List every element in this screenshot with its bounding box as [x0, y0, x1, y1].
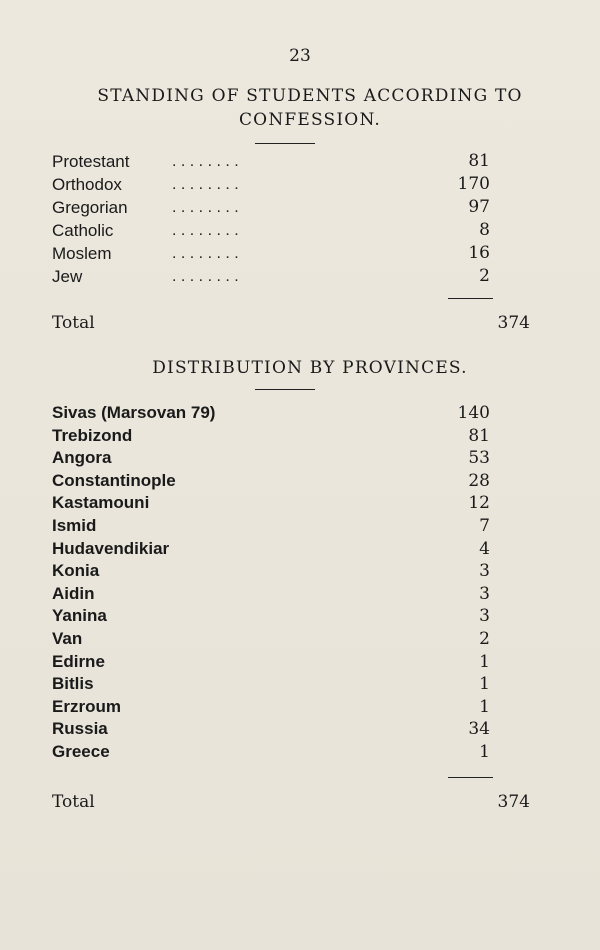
row-label: Hudavendikiar	[52, 538, 170, 558]
table-row	[52, 628, 552, 651]
total-label: Total	[52, 313, 95, 333]
table-row	[52, 560, 552, 583]
row-value: 81	[468, 425, 490, 446]
sum-rule	[448, 298, 493, 299]
row-value: 97	[468, 197, 490, 217]
row-label: Konia	[52, 561, 100, 581]
row-value: 34	[468, 719, 490, 740]
row-label: Catholic	[52, 221, 114, 240]
row-value: 81	[468, 151, 490, 171]
row-label: Van	[52, 628, 83, 648]
table-row	[52, 583, 552, 606]
row-value: 140	[457, 403, 490, 423]
table-row	[52, 219, 552, 242]
table-row	[52, 265, 552, 288]
row-value: 28	[468, 470, 490, 491]
table-row	[52, 470, 552, 493]
row-value: 8	[479, 220, 490, 240]
provinces-section-title: DISTRIBUTION BY PROVINCES.	[152, 358, 468, 378]
confession-table	[52, 150, 552, 288]
table-row	[52, 150, 552, 173]
provinces-total-row	[52, 790, 552, 814]
table-row	[52, 492, 552, 515]
row-value: 3	[479, 583, 490, 604]
row-label: Erzroum	[52, 696, 121, 716]
row-label: Yanina	[52, 606, 107, 626]
row-value: 1	[479, 651, 490, 672]
row-value: 3	[479, 561, 490, 582]
table-row	[52, 173, 552, 196]
table-row	[52, 447, 552, 470]
confession-total-row	[52, 311, 552, 335]
leader-dots: . . . . . . . .	[172, 268, 239, 285]
table-row	[52, 538, 552, 561]
table-row	[52, 242, 552, 265]
row-label: Aidin	[52, 583, 95, 603]
total-value: 374	[497, 313, 530, 333]
leader-dots: . . . . . . . .	[172, 176, 239, 193]
table-row	[52, 402, 552, 425]
row-value: 1	[479, 696, 490, 717]
row-label: Greece	[52, 741, 110, 761]
row-label: Angora	[52, 448, 112, 468]
total-value: 374	[497, 792, 530, 812]
table-row	[52, 651, 552, 674]
provinces-table	[52, 402, 552, 764]
page-number: 23	[289, 46, 311, 66]
row-label: Jew	[52, 267, 83, 286]
row-value: 7	[479, 515, 490, 536]
row-label: Orthodox	[52, 175, 122, 194]
row-label: Edirne	[52, 651, 105, 671]
table-row	[52, 425, 552, 448]
row-label: Sivas (Marsovan 79)	[52, 403, 216, 422]
row-value: 4	[479, 538, 490, 559]
row-value: 1	[479, 674, 490, 695]
leader-dots: . . . . . . . .	[172, 153, 239, 170]
table-row	[52, 696, 552, 719]
leader-dots: . . . . . . . .	[172, 222, 239, 239]
row-value: 170	[457, 174, 490, 194]
confession-section-title	[40, 84, 580, 132]
row-value: 12	[468, 493, 490, 514]
row-label: Constantinople	[52, 470, 176, 490]
row-value: 1	[479, 741, 490, 762]
table-row	[52, 741, 552, 764]
total-label: Total	[52, 792, 95, 812]
leader-dots: . . . . . . . .	[172, 245, 239, 262]
table-row	[52, 515, 552, 538]
confession-title-line1: STANDING OF STUDENTS ACCORDING TO	[97, 86, 523, 106]
divider	[255, 143, 315, 144]
table-row	[52, 718, 552, 741]
row-label: Russia	[52, 719, 108, 739]
table-row	[52, 196, 552, 219]
row-value: 53	[468, 448, 490, 469]
row-label: Kastamouni	[52, 493, 150, 513]
row-label: Moslem	[52, 244, 112, 263]
table-row	[52, 605, 552, 628]
row-label: Bitlis	[52, 674, 94, 694]
row-label: Trebizond	[52, 425, 133, 445]
row-value: 2	[479, 628, 490, 649]
confession-title-line2: CONFESSION.	[238, 110, 382, 130]
row-value: 3	[479, 606, 490, 627]
row-label: Protestant	[52, 152, 130, 171]
row-value: 16	[468, 243, 490, 263]
row-value: 2	[479, 266, 490, 286]
divider	[255, 389, 315, 390]
row-label: Gregorian	[52, 198, 128, 217]
leader-dots: . . . . . . . .	[172, 199, 239, 216]
table-row	[52, 673, 552, 696]
sum-rule	[448, 777, 493, 778]
row-label: Ismid	[52, 515, 97, 535]
